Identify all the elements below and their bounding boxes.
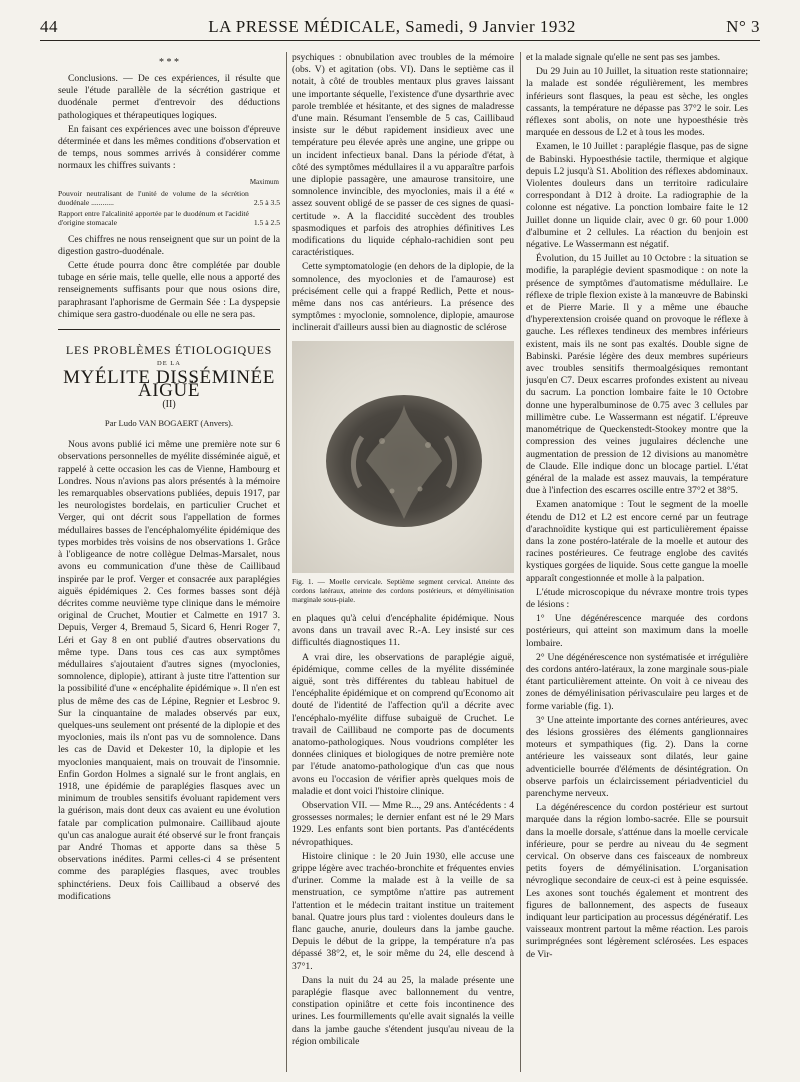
paragraph: Histoire clinique : le 20 Juin 1930, elle accuse une grippe légère avec trachéo-bronchite et fréquentes envies d'uriner. Comme la malade est à la veille de sa menstruation, ce symptôme n'attire pas autrement l'attention et le médecin traitant institue un traitement banal. Quatre jours plus tard : violentes douleurs dans le flanc gauche, anurie, douleurs dans la jambe gauche. Depuis le début de la grippe, la température n'a pas dépassé 38°2, et, le soir même du 24, elle descend à 37°1. <box>292 850 514 972</box>
paragraph: Dans la nuit du 24 au 25, la malade présente une paraplégie flasque avec ballonnement du ventre, constipation opiniâtre et cette fois incontinence des urines. Les fourmillements qu'elle avait signalés la veille dans la jambe gauche s'étendent jusqu'au niveau de la région ombilicale <box>292 974 514 1047</box>
normal-values-table <box>58 177 280 228</box>
paragraph: Ces chiffres ne nous renseignent que sur un point de la digestion gastro-duodénale. <box>58 233 280 257</box>
article-separator <box>58 329 280 330</box>
article-supertitle: LES PROBLÈMES ÉTIOLOGIQUES <box>65 343 273 358</box>
paragraph: en plaques qu'à celui d'encéphalite épidémique. Nous avons dans un travail avec R.-A. Ley insisté sur ces difficultés diagnostiques 11. <box>292 612 514 649</box>
figure-caption: Fig. 1. — Moelle cervicale. Septième segment cervical. Atteinte des cordons latéraux, atteinte des cordons postérieurs, et démyélinisation marginale sous-piale. <box>292 576 514 605</box>
article-title: MYÉLITE DISSÉMINÉE AIGUË <box>63 367 275 401</box>
spinal-cord-section-image <box>292 341 514 573</box>
paragraph: psychiques : obnubilation avec troubles de la mémoire (obs. V) et agitation (obs. VI). Dans le septième cas il notait, à côté de troubles mentaux plus graves laissant une importante séquelle, l'existence d'une dysarthrie avec parole tremblée et hésitante, et des signes de maladresse d'une main. Résumant l'ensemble de 5 cas, Caillibaud insiste sur le début rapidement insidieux avec une température peu élevée après une angine, une grippe ou un incident infectieux banal. Dans la période d'état, à côté des symptômes médullaires il a vu apparaître parfois une diplopie passagère, une amaurose transitoire, une somnolence invincible, des myoclonies, mais il a été « assez souvent obligé de se passer de ces signes de quasi-certitude ». A la flaccidité succèdent des troubles spasmodiques et parfois des atrophies définitives Les modifications du liquide céphalo-rachidien sont peu caractéristiques. <box>292 52 514 259</box>
paragraph: La dégénérescence du cordon postérieur est surtout marquée dans la région lombo-sacrée. Elle se poursuit dans la moelle dorsale, s'atténue dans la moelle cervicale inférieure, pour se perdre au niveau du 4e segment cervical. On observe dans ces faisceaux de nombreux petits foyers de démyélinisation. L'organisation névroglique secondaire de ceux-ci est à peine esquissée. Les axones sont touchés également et montrent des figures de ballonnement, des aspects de fuseaux indiquant leur participation au processus dégénératif. Les vaisseaux montrent partout la même réaction. Les parois surimprégnées sont légèrement sclérosées. Les espaces de Vir- <box>526 802 748 960</box>
column-3 <box>526 52 748 1074</box>
section-stars: * * * <box>159 57 179 68</box>
paragraph: A vrai dire, les observations de paraplégie aiguë, épidémique, comme celles de la myélite disséminée aiguë, sont très différentes du tableau habituel de l'encéphalite épidémique et on comprend qu'Economo ait douté de l'identité de l'affection qu'il a décrite avec l'encéphalo-myélite diffuse subaiguë de Cruchet. Le travail de Caillibaud ne comporte pas de documents anatomo-pathologiques. Nous voudrions compléter les données cliniques et biologiques de notre première note par l'étude anatomo-pathologique d'un cas que nous avons eu l'occasion de vérifier après quelques mois de maladie et dont voici l'histoire clinique. <box>292 651 514 797</box>
page-header <box>40 14 760 41</box>
paragraph: 1° Une dégénérescence marquée des cordons postérieurs, qui atteint son maximum dans la moelle lombaire. <box>526 613 748 649</box>
table-header: Maximum <box>249 177 279 186</box>
paragraph: Observation VII. — Mme R..., 29 ans. Antécédents : 4 grossesses normales; le dernier enfant est né le 29 Mars 1929. Les enfants sont bien portants. Pas d'antécédents névropathiques. <box>292 799 514 848</box>
issue-number: N° 3 <box>726 17 760 36</box>
paragraph: 3° Une atteinte importante des cornes antérieures, avec des lésions grossières des éléments ganglionnaires moteurs et sympathiques (fig. 2). Dans la corne antérieure les vaisseaux sont dilatés, leur gaine adventicielle bourrée d'éléments de désintégration. On observe parfois un éclaircissement périadventiciel du parenchyme nerveux. <box>526 714 748 799</box>
table-row-value: 1.5 à 2.5 <box>253 217 280 227</box>
paragraph: En faisant ces expériences avec une boisson d'épreuve déterminée et dans les mêmes conditions d'observation et de temps, nous sommes arrivés à considérer comme normaux les chiffres suivants : <box>58 123 280 172</box>
column-1 <box>58 52 280 1074</box>
column-rule-1 <box>286 52 287 1072</box>
table-row-label: Rapport entre l'alcalinité apportée par le duodénum et l'acidité d'origine stomacale <box>58 208 249 227</box>
paragraph: Évolution, du 15 Juillet au 10 Octobre : la situation se modifie, la paraplégie devient spasmodique : on note la présence de symptômes d'automatisme médullaire. Le réflexe de triple flexion existe à la manœuvre de Babinski et de Pierre Marie. Il y a même une ébauche d'hyperextension croisée quand on provoque le réflexe à gauche. Les réflexes tendineux des membres inférieurs existent, mais ils ne sont pas exaltés. Double signe de Babinski. Parésie légère des deux membres supérieurs avec troubles sensitifs thermoalgésiques remontant jusqu'en C7. Deux escarres profondes existent au niveau du sacrum. La ponction lombaire faite le 10 Octobre donne une hyperalbuminose de 0.75 avec 3 cellules par millimètre cube. Le Wassermann est négatif. L'épreuve manométrique de Queckenstedt-Stookey montre que la compression des veines jugulaires déclenche une augmentation de pression de 12 divisions au manomètre de Claude. Elle indique donc un blocage partiel. L'état général de la malade est assez mauvais, la température due à l'infection des escarres oscille entre 37°2 et 38°5. <box>526 253 748 497</box>
paragraph: Nous avons publié ici même une première note sur 6 observations personnelles de myélite disséminée aiguë, et rappelé à cette occasion les cas de Vienne, Hambourg et Londres. Nous n'avions pas alors présentés à la mémoire les remarquables observations publiées, depuis 1917, par les neurologistes bordelais, en particulier Cruchet et Verger, qui ont décrit sous l'appellation de formes médullaires basses de l'encéphalomyélite épidémique des types morbides très voisins de nos observations 1. Grâce à l'obligeance de notre collègue Delmas-Marsalet, nous avons eu communication d'une thèse de Caillibaud inspirée par le prof. Verger et consacrée aux paraplégies aiguës épidémiques 2. Ces formes basses sont déjà décrites comme neuvième type clinique dans le mémoire original de Cruchet, Moutier et Calmette en 1917 3. Depuis, Verger 4, Bremaud 5, Sicard 6, Henri Roger 7, Léri et Gay 8 en ont publié d'autres observations du même type. Dans tous ces cas aux symptômes médullaires s'ajoutaient d'autres signes (myoclonies, somnolence, diplopie), attirant à juste titre l'attention sur la possibilité d'une « encéphalite épidémique ». Il n'en est plus de même des cas de Lépine, Regnier et Lesbroc 9. Sur la cinquantaine de malades observés par eux, quelques-uns seulement ont présenté de la diplopie et des myoclonies, mais ils n'ont pas vu de somnolence. Dans les cas de David et Dekester 10, la diplopie et les myoclonies manquaient, mais on trouvait de l'insomnie. Enfin Gordon Holmes a signalé sur le front anglais, en 1918, une épidémie de paraplégies flasques avec un minimum de troubles sensitifs évoluant rapidement vers la guérison, mais dont deux cas avaient eu une évolution fatale par complication pulmonaire. Caillibaud ajoute qu'un cas analogue aurait été observé sur le front français par André Thomas et apporte dans sa thèse 5 observations inédites. Parmi celles-ci 4 se présentent comme des paraplégies flasques, avec troubles sphinctériens. Deux fois Caillibaud a observé des modifications <box>58 439 280 902</box>
column-2 <box>292 52 514 1074</box>
paragraph: et la malade signale qu'elle ne sent pas ses jambes. <box>526 52 721 63</box>
page-number: 44 <box>40 17 58 36</box>
column-rule-2 <box>520 52 521 1072</box>
article-part: (II) <box>162 398 176 410</box>
paragraph: Examen anatomique : Tout le segment de la moelle étendu de D12 et L2 est encore cerné par un feutrage d'arachnoïdite kystique qui est particulièrement épaisse dans la zone postéro-latérale de la moelle et autour des racines postérieures. Ce feutrage englobe des cavités kystiques gorgées de liquide. Sous cette gangue la moelle apparaît congestionnée et molle à la palpation. <box>526 499 748 584</box>
table-row-label: Pouvoir neutralisant de l'unité de volume de la sécrétion duodénale ............ <box>58 188 249 207</box>
figure-1-micrograph <box>292 341 514 573</box>
paragraph: Conclusions. — De ces expériences, il résulte que seule l'étude parallèle de la sécrétion gastrique et duodénale permet d'entrevoir des déductions pathologiques et thérapeutiques logiques. <box>58 73 280 121</box>
paragraph: L'étude microscopique du névraxe montre trois types de lésions : <box>526 586 748 610</box>
table-row-value: 2.5 à 3.5 <box>253 197 280 207</box>
paragraph: Du 29 Juin au 10 Juillet, la situation reste stationnaire; la malade est sondée régulièrement, les membres inférieurs sont flasques, la peau est sèche, les ongles cassants, la température ne dépasse pas 37°2 le soir. Les réflexes sont abolis, on note une hypoesthésie très marquée en dessous de L2 et à tous les modes. <box>526 66 748 139</box>
paragraph: Examen, le 10 Juillet : paraplégie flasque, pas de signe de Babinski. Hypoesthésie tactile, thermique et algique depuis L2 jusqu'à S1. Abolition des réflexes abdominaux. Violentes douleurs dans un territoire radiculaire correspondant à D12 à droite. La radiographie de la colonne est négative. La ponction lombaire faite le 12 Juillet donne un liquide clair, avec 0 gr. 60 pour 1.000 d'albumine et 2 cellules. La réaction du benjoin est négative. Le Wassermann est négatif. <box>526 141 748 251</box>
paragraph: Cette étude pourra donc être complétée par double tubage en série mais, telle quelle, elle nous a apporté des renseignements suffisants pour que nous osions dire, paraphrasant l'aphorisme de Germain Sée : La dyspepsie chimique sera gastro-duodénale ou elle ne sera pas. <box>58 260 280 320</box>
article-connector: DE LA <box>157 360 181 368</box>
paragraph: 2° Une dégénérescence non systématisée et irrégulière des cordons antéro-latéraux, la zone marginale sous-piale étant particulièrement atteinte. On voit à ce niveau des zones de démyélinisation périvasculaire peu larges et de forme variable (fig. 1). <box>526 651 748 712</box>
paragraph: Cette symptomatologie (en dehors de la diplopie, de la somnolence, des myoclonies et de l'amaurose) est précisément celle qui a frappé Redlich, Pette et nous-même dans nos cas antérieurs. La présence des symptômes : myoclonie, somnolence, diplopie, amaurose inclinerait d'ailleurs aussi bien au diagnostic de sclérose <box>292 261 514 334</box>
article-author: Par Ludo VAN BOGAERT (Anvers). <box>104 418 234 429</box>
journal-title: LA PRESSE MÉDICALE, Samedi, 9 Janvier 1932 <box>208 17 576 36</box>
